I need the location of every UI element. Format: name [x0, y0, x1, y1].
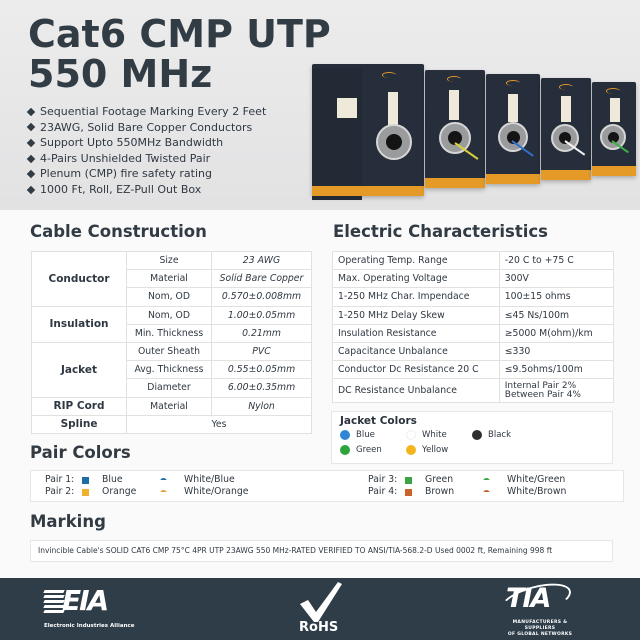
property-cell: Outer Sheath: [127, 342, 212, 360]
box-orange-stripe: [425, 178, 485, 188]
product-box: [592, 82, 636, 176]
box-orange-stripe: [592, 166, 636, 176]
jacket-color-green: [340, 443, 406, 457]
table-row: [32, 252, 312, 270]
color-swatch-icon: [406, 430, 416, 440]
spec-value: [499, 379, 613, 403]
eia-mark: EIA: [62, 584, 108, 617]
brand-logo-icon: [606, 88, 620, 94]
eia-logo: [44, 584, 144, 635]
jacket-color-blue: [340, 428, 406, 442]
cable-construction-heading: Cable Construction: [30, 222, 207, 241]
color-name: Black: [488, 430, 511, 440]
jacket-color-white: [406, 428, 472, 442]
solid-color-name: Brown: [425, 486, 455, 497]
feature-text: 23AWG, Solid Bare Copper Conductors: [40, 120, 253, 134]
property-cell: Min. Thickness: [127, 324, 212, 342]
group-label: Insulation: [32, 306, 127, 342]
diamond-bullet-icon: [27, 186, 35, 194]
spec-name: Max. Operating Voltage: [333, 270, 500, 288]
color-swatch-icon: [406, 445, 416, 455]
spec-value: ≤9.5ohms/100m: [499, 361, 613, 379]
box-orange-stripe: [541, 170, 591, 180]
product-box: [486, 74, 540, 184]
jacket-color-black: [472, 428, 538, 442]
marking-text: Invincible Cable's SOLID CAT6 CMP 75°C 4PR UTP 23AWG 550 MHz-RATED VERIFIED TO ANSI/TIA-568.2-D Used 0002 ft, Remaining 998 ft: [30, 540, 613, 562]
feature-item: [28, 166, 266, 182]
table-row: [32, 342, 312, 360]
title-line-2: 550 MHz: [28, 52, 213, 96]
solid-color-name: Green: [425, 474, 454, 485]
pair-colors-heading: Pair Colors: [30, 443, 131, 462]
spec-value: 300V: [499, 270, 613, 288]
table-row: [333, 306, 614, 324]
color-name: Yellow: [422, 445, 449, 455]
value-cell: Nylon: [212, 397, 312, 415]
feature-text: 1000 Ft, Roll, EZ-Pull Out Box: [40, 182, 202, 196]
feature-item: [28, 182, 266, 198]
box-orange-stripe: [312, 186, 424, 196]
spec-value: -20 C to +75 C: [499, 252, 613, 270]
spec-name: Conductor Dc Resistance 20 C: [333, 361, 500, 379]
value-cell: 0.55±0.05mm: [212, 361, 312, 379]
table-row: [333, 288, 614, 306]
checkmark-icon: [298, 582, 344, 622]
feature-item: [28, 151, 266, 167]
solid-color-icon: [82, 477, 89, 484]
tia-caption: [500, 620, 580, 638]
property-cell: Avg. Thickness: [127, 361, 212, 379]
eia-caption: Electronic Industries Alliance: [44, 623, 135, 629]
box-label: [449, 90, 459, 120]
group-label: Conductor: [32, 252, 127, 307]
brand-logo-icon: [447, 76, 461, 82]
electric-characteristics-table: [332, 251, 614, 403]
product-boxes-image: [312, 58, 637, 198]
value-cell: Yes: [127, 415, 312, 433]
table-row: [32, 415, 312, 433]
property-cell: Material: [127, 270, 212, 288]
diamond-bullet-icon: [27, 154, 35, 162]
pair-group-right: [368, 474, 566, 498]
box-label: [610, 98, 620, 122]
certification-footer: [0, 578, 640, 640]
group-label: Jacket: [32, 342, 127, 397]
color-name: Blue: [356, 430, 375, 440]
property-cell: Material: [127, 397, 212, 415]
brand-logo-icon: [382, 72, 396, 78]
color-name: Green: [356, 445, 382, 455]
product-title: [28, 14, 331, 94]
value-cell: 0.21mm: [212, 324, 312, 342]
spec-value-line-1: Internal Pair 2%: [504, 380, 577, 391]
table-row: [333, 270, 614, 288]
feature-item: [28, 120, 266, 136]
table-row: [32, 397, 312, 415]
pair-label: Pair 4:: [368, 486, 398, 497]
pair-row: [368, 474, 566, 486]
table-row: [333, 342, 614, 360]
table-row: [333, 379, 614, 403]
solid-color-name: Orange: [102, 486, 137, 497]
striped-color-icon: [160, 478, 167, 482]
solid-color-icon: [82, 489, 89, 496]
jacket-colors-panel: [331, 411, 613, 464]
color-name: White: [422, 430, 447, 440]
cable-construction-table: [31, 251, 312, 434]
pair-label: Pair 2:: [45, 486, 75, 497]
pair-label: Pair 1:: [45, 474, 75, 485]
product-box: [425, 70, 485, 188]
spec-name: 1-250 MHz Char. Impendace: [333, 288, 500, 306]
rohs-caption: RoHS: [299, 620, 339, 635]
value-cell: 23 AWG: [212, 252, 312, 270]
color-swatch-icon: [472, 430, 482, 440]
diamond-bullet-icon: [27, 139, 35, 147]
value-cell: 6.00±0.35mm: [212, 379, 312, 397]
spec-name: 1-250 MHz Delay Skew: [333, 306, 500, 324]
property-cell: Size: [127, 252, 212, 270]
feature-text: Sequential Footage Marking Every 2 Feet: [40, 105, 267, 118]
feature-text: 4-Pairs Unshielded Twisted Pair: [40, 151, 211, 165]
title-line-1: Cat6 CMP UTP: [28, 12, 331, 56]
spec-name: Insulation Resistance: [333, 324, 500, 342]
eia-stripes-icon: [44, 590, 64, 614]
color-swatch-icon: [340, 430, 350, 440]
spec-value: ≤330: [499, 342, 613, 360]
pair-colors-panel: [30, 470, 624, 502]
box-side-panel: [312, 68, 362, 200]
spec-value: 100±15 ohms: [499, 288, 613, 306]
box-orange-stripe: [486, 174, 540, 184]
group-label: Spline: [32, 415, 127, 433]
spec-name: Operating Temp. Range: [333, 252, 500, 270]
pair-row: [368, 486, 566, 498]
tia-logo: [500, 584, 580, 636]
striped-color-name: White/Brown: [507, 486, 567, 497]
pair-row: [45, 474, 249, 486]
pair-group-left: [45, 474, 249, 498]
table-row: [333, 361, 614, 379]
spec-value-line-2: Between Pair 4%: [504, 389, 581, 400]
box-label: [561, 96, 571, 122]
box-label: [388, 92, 398, 126]
value-cell: PVC: [212, 342, 312, 360]
group-label: RIP Cord: [32, 397, 127, 415]
jacket-color-yellow: [406, 443, 472, 457]
feature-list: [28, 104, 266, 198]
value-cell: Solid Bare Copper: [212, 270, 312, 288]
property-cell: Nom, OD: [127, 306, 212, 324]
box-side-label: [337, 98, 357, 118]
value-cell: 0.570±0.008mm: [212, 288, 312, 306]
feature-item: [28, 104, 266, 120]
diamond-bullet-icon: [27, 123, 35, 131]
solid-color-name: Blue: [102, 474, 123, 485]
spec-name: DC Resistance Unbalance: [333, 379, 500, 403]
striped-color-name: White/Green: [507, 474, 566, 485]
jacket-color-row: [340, 428, 604, 442]
solid-color-icon: [405, 477, 412, 484]
striped-color-icon: [483, 478, 490, 482]
table-row: [32, 306, 312, 324]
tia-mark: TIA: [506, 583, 550, 614]
table-row: [333, 252, 614, 270]
jacket-color-row: [340, 443, 604, 457]
spec-name: Capacitance Unbalance: [333, 342, 500, 360]
spec-value: ≤45 Ns/100m: [499, 306, 613, 324]
diamond-bullet-icon: [27, 170, 35, 178]
pair-label: Pair 3:: [368, 474, 398, 485]
brand-logo-icon: [559, 84, 573, 90]
table-row: [333, 324, 614, 342]
striped-color-name: White/Blue: [184, 474, 235, 485]
feature-text: Plenum (CMP) fire safety rating: [40, 167, 212, 181]
hero-banner: [0, 0, 640, 210]
color-swatch-icon: [340, 445, 350, 455]
property-cell: Diameter: [127, 379, 212, 397]
jacket-colors-heading: Jacket Colors: [340, 415, 417, 427]
property-cell: Nom, OD: [127, 288, 212, 306]
marking-heading: Marking: [30, 512, 106, 531]
striped-color-name: White/Orange: [184, 486, 249, 497]
feature-item: [28, 135, 266, 151]
product-box: [541, 78, 591, 180]
product-box: [312, 64, 424, 196]
cable-reel-icon: [376, 124, 412, 160]
value-cell: 1.00±0.05mm: [212, 306, 312, 324]
feature-text: Support Upto 550MHz Bandwidth: [40, 136, 224, 150]
electric-characteristics-heading: Electric Characteristics: [333, 222, 548, 241]
solid-color-icon: [405, 489, 412, 496]
brand-logo-icon: [506, 80, 520, 86]
box-label: [508, 94, 518, 122]
pair-row: [45, 486, 249, 498]
spec-value: ≥5000 M(ohm)/km: [499, 324, 613, 342]
diamond-bullet-icon: [27, 108, 35, 116]
tia-caption-line-1: MANUFACTURERS & SUPPLIERS: [512, 620, 568, 631]
tia-caption-line-2: OF GLOBAL NETWORKS: [507, 632, 573, 637]
rohs-logo: [296, 582, 348, 638]
striped-color-icon: [160, 490, 167, 494]
striped-color-icon: [483, 490, 490, 494]
